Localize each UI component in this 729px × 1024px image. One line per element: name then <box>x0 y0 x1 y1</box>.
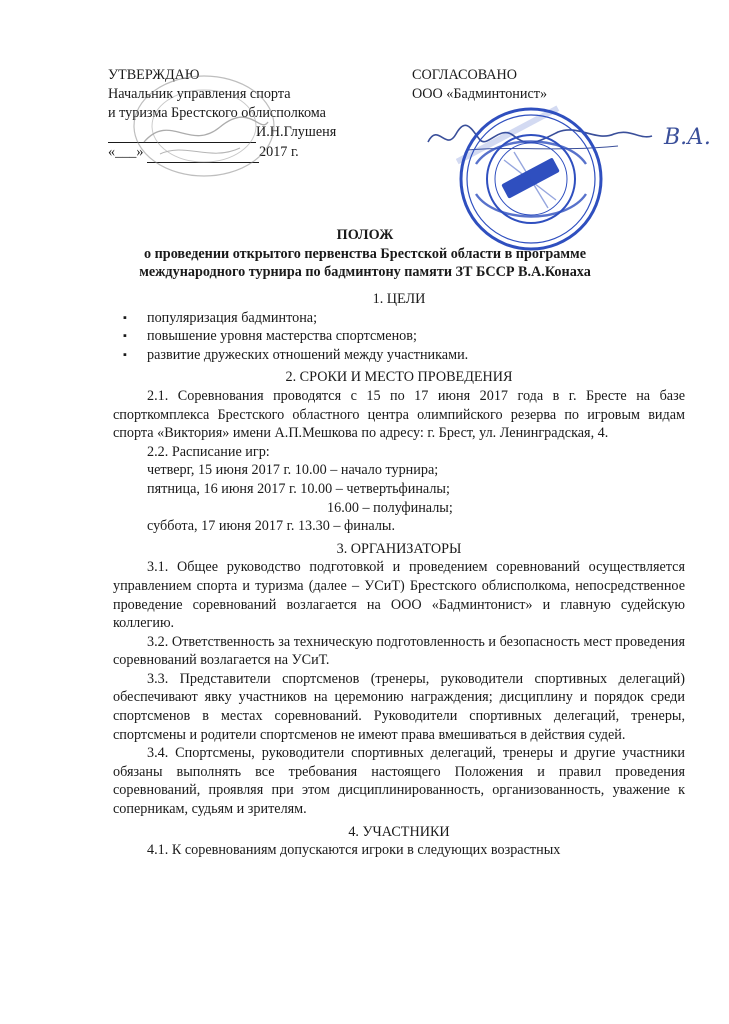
section-3-title: 3. ОРГАНИЗАТОРЫ <box>336 540 462 557</box>
document-body <box>113 290 685 860</box>
list-item: ▪ повышение уровня мастерства спортсменов; <box>123 328 417 345</box>
agree-org: ООО «Бадминтонист» <box>412 86 548 102</box>
document-title: ПОЛОЖ <box>336 227 394 243</box>
paragraph-3-2: 3.2. Ответственность за техническую подготовленность и безопасность мест проведения соревнований возлагается на УСиТ. <box>113 633 685 669</box>
approve-date-day: «___» <box>108 144 144 160</box>
approve-title: УТВЕРЖДАЮ <box>108 67 200 83</box>
bullet-icon: ▪ <box>123 348 127 361</box>
schedule-line: 16.00 – полуфиналы; <box>327 499 453 516</box>
paragraph-3-1: 3.1. Общее руководство подготовкой и проведением соревнований осуществляется управлением спорта и туризма (далее – УСиТ) Брестского облисполкома, непосредственное проведение соревнований возлагается на ООО «Бадминтонист» и главную судейскую коллегию. <box>113 559 685 632</box>
goals-list <box>113 309 685 365</box>
list-item: ▪ развитие дружеских отношений между участниками. <box>123 346 469 363</box>
list-item: ▪ популяризация бадминтона; <box>123 309 318 326</box>
section-4-title: 4. УЧАСТНИКИ <box>348 823 450 840</box>
schedule-line: суббота, 17 июня 2017 г. 13.30 – финалы. <box>147 518 396 535</box>
paragraph-2-2: 2.2. Расписание игр: <box>147 443 270 460</box>
paragraph-3-4: 3.4. Спортсмены, руководители спортивных делегаций, тренеры и другие участники обязаны выполнять все требования настоящего Положения и правил проведения соревнований, проявляя при этом дисциплинированность, организованность, уважение к соперникам, судьям и зрителям. <box>113 745 685 818</box>
approve-date-year: 2017 г. <box>259 144 299 160</box>
section-2-title: 2. СРОКИ И МЕСТО ПРОВЕДЕНИЯ <box>285 369 513 386</box>
agreement-block <box>412 66 672 104</box>
section-1-title: 1. ЦЕЛИ <box>372 291 426 307</box>
approve-position-line1: Начальник управления спорта <box>108 86 291 102</box>
approve-position-line2: и туризма Брестского облисполкома <box>108 105 326 121</box>
document-subtitle-line2: международного турнира по бадминтону памяти ЗТ БССР В.А.Конаха <box>139 264 591 280</box>
agree-title: СОГЛАСОВАНО <box>412 67 518 83</box>
paragraph-2-1: 2.1. Соревнования проводятся с 15 по 17 июня 2017 года в г. Бресте на базе спорткомплекса Брестского областного центра олимпийского резерва по игровым видам спорта «Виктория» имени А.П.Мешкова по адресу: г. Брест, ул. Ленинградская, 4. <box>113 387 685 442</box>
bullet-icon: ▪ <box>123 330 127 343</box>
schedule-line: пятница, 16 июня 2017 г. 10.00 – четвертьфиналы; <box>147 480 450 497</box>
bullet-icon: ▪ <box>123 311 127 324</box>
document-subtitle-line1: о проведении открытого первенства Брестской области в программе <box>143 246 587 262</box>
faded-seal-icon <box>130 72 278 180</box>
paragraph-4-1: 4.1. К соревнованиям допускаются игроки в следующих возрастных <box>147 842 561 859</box>
signature-initials: В.А. <box>664 125 711 150</box>
paragraph-3-3: 3.3. Представители спортсменов (тренеры, руководители спортивных делегаций) обеспечивают явку участников на церемонию награждения; дисциплину и порядок среди спортсменов в местах соревнований. Руководители спортивных делегаций, тренеры, спортсмены и родители спортсменов не имеют права вмешиваться в действия судей. <box>113 670 685 743</box>
approve-name: И.Н.Глушеня <box>256 124 337 140</box>
schedule-line: четверг, 15 июня 2017 г. 10.00 – начало турнира; <box>147 462 439 479</box>
